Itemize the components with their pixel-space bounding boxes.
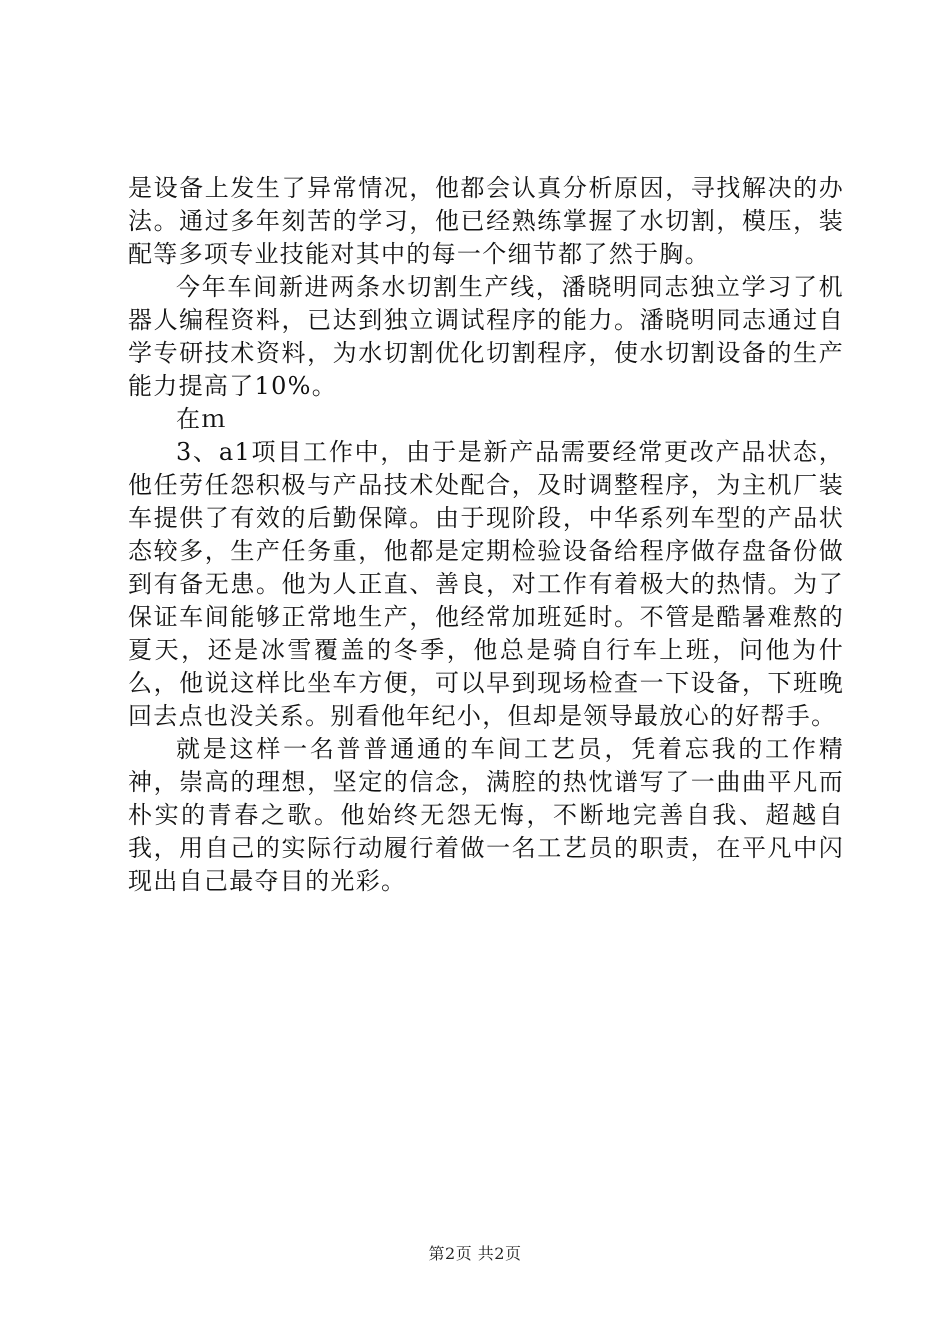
paragraph-fragment: 在ｍ [176,405,227,433]
page-number-footer: 第2页 共2页 [428,1244,522,1263]
paragraph-continuation: 是设备上发生了异常情况，他都会认真分析原因，寻找解决的办法。通过多年刻苦的学习，他已经熟练掌握了水切割，模压，装配等多项专业技能对其中的每一个细节都了然于胸。 [128,174,844,268]
document-body [128,172,844,898]
paragraph-conclusion: 就是这样一名普普通通的车间工艺员，凭着忘我的工作精神，崇高的理想，坚定的信念，满腔的热忱谱写了一曲曲平凡而朴实的青春之歌。他始终无怨无悔，不断地完善自我、超越自我，用自己的实际行动履行着做一名工艺员的职责，在平凡中闪现出自己最夺目的光彩。 [128,735,844,895]
paragraph-water-cutting-line: 今年车间新进两条水切割生产线，潘晓明同志独立学习了机器人编程资料，已达到独立调试程序的能力。潘晓明同志通过自学专研技术资料，为水切割优化切割程序，使水切割设备的生产能力提高了10%。 [128,273,844,400]
paragraph-a1-project: 3、a1项目工作中，由于是新产品需要经常更改产品状态，他任劳任怨积极与产品技术处配合，及时调整程序，为主机厂装车提供了有效的后勤保障。由于现阶段，中华系列车型的产品状态较多，生产任务重，他都是定期检验设备给程序做存盘备份做到有备无患。他为人正直、善良，对工作有着极大的热情。为了保证车间能够正常地生产，他经常加班延时。不管是酷暑难熬的夏天，还是冰雪覆盖的冬季，他总是骑自行车上班，问他为什么，他说这样比坐车方便，可以早到现场检查一下设备，下班晚回去点也没关系。别看他年纪小，但却是领导最放心的好帮手。 [128,438,844,730]
